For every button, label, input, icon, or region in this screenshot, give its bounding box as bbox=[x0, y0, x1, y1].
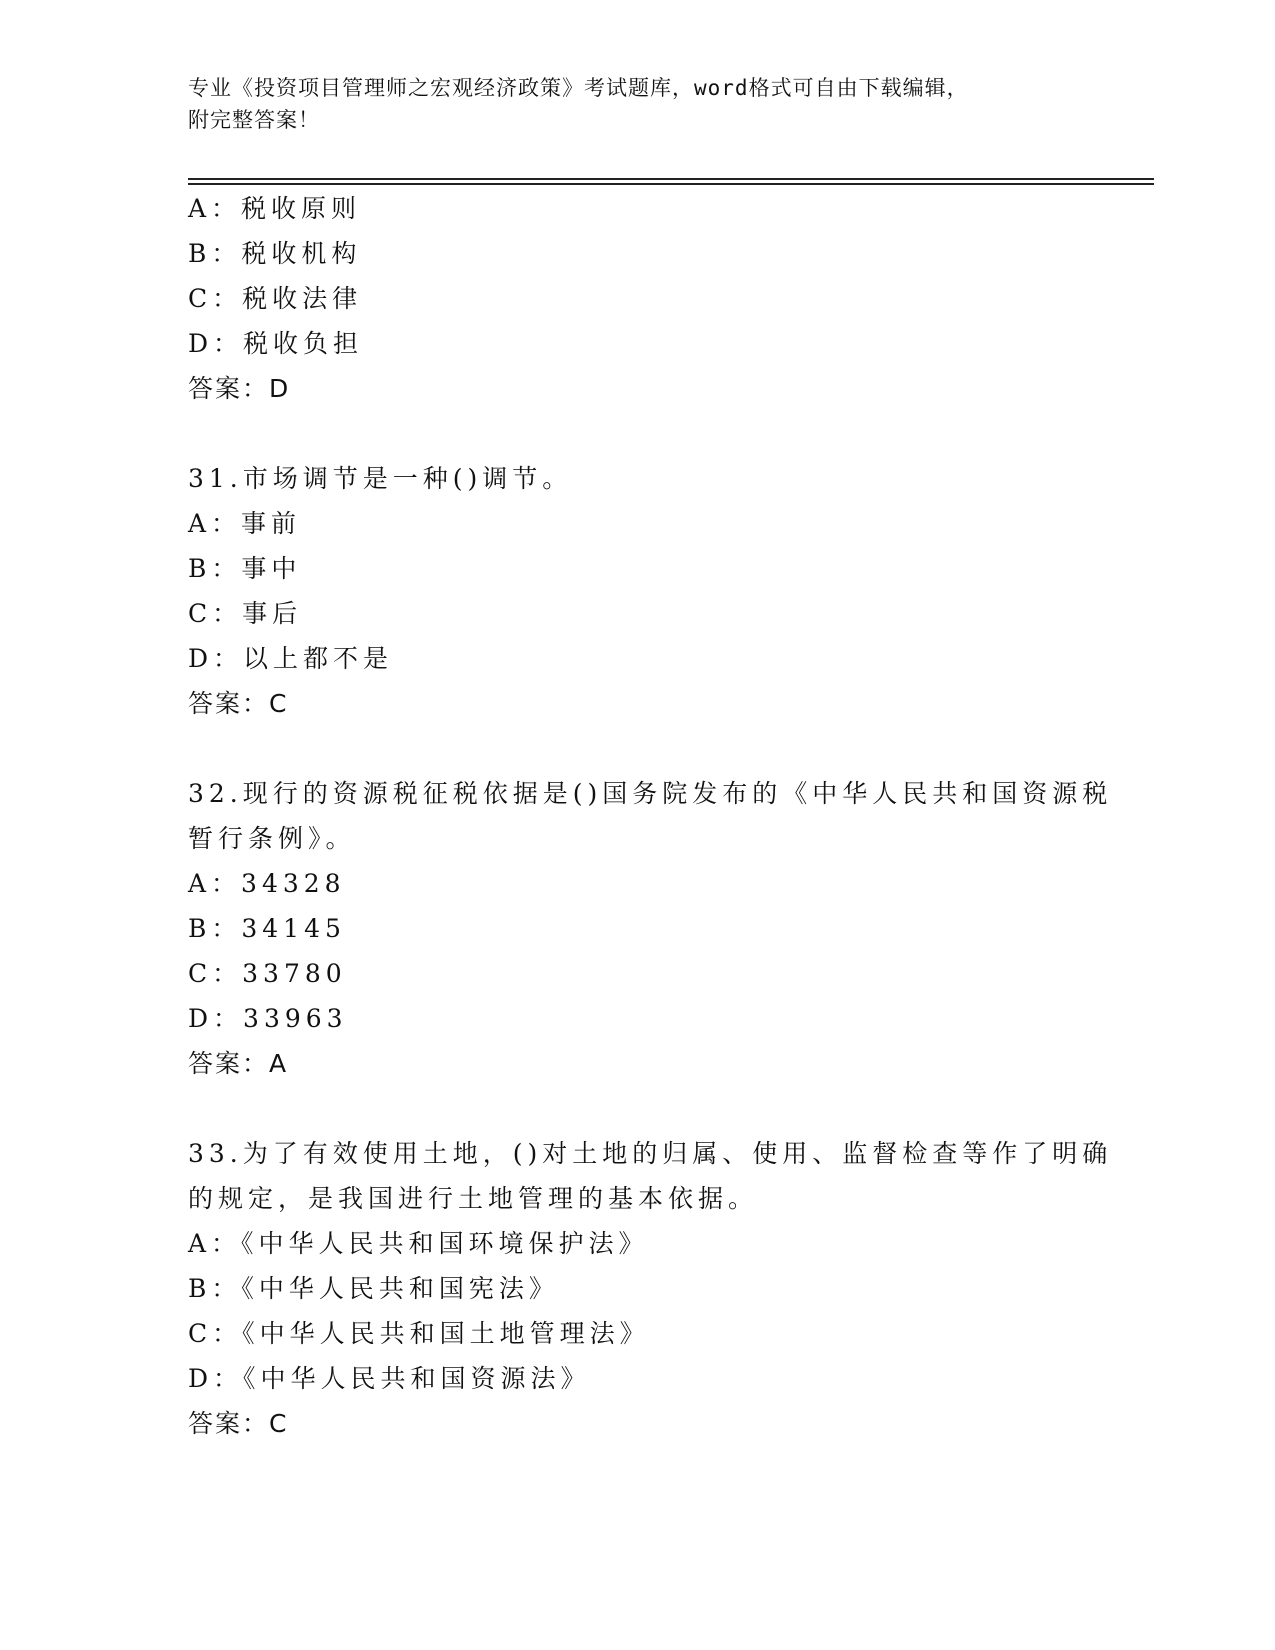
q32-text-line-2: 暂行条例》。 bbox=[188, 824, 356, 853]
q31-option-c: C：事后 bbox=[188, 599, 303, 628]
q32-option-b: B：34145 bbox=[188, 914, 346, 943]
q32-answer: 答案：A bbox=[188, 1049, 289, 1078]
prev-option-d: D：税收负担 bbox=[188, 329, 364, 358]
q33-option-a: A：《中华人民共和国环境保护法》 bbox=[188, 1229, 649, 1258]
q33-option-b: B：《中华人民共和国宪法》 bbox=[188, 1274, 559, 1303]
q31-option-d: D：以上都不是 bbox=[188, 644, 394, 673]
header-line-1: 专业《投资项目管理师之宏观经济政策》考试题库，word格式可自由下载编辑， bbox=[188, 76, 969, 100]
header-line-2: 附完整答案！ bbox=[188, 108, 320, 132]
q31-text: 31.市场调节是一种()调节。 bbox=[188, 464, 573, 493]
header-divider-top bbox=[188, 178, 1154, 180]
header-divider-bottom bbox=[188, 183, 1154, 185]
q31-option-a: A：事前 bbox=[188, 509, 302, 538]
q32-option-c: C：33780 bbox=[188, 959, 347, 988]
prev-option-a: A：税收原则 bbox=[188, 194, 362, 223]
prev-answer: 答案：D bbox=[188, 374, 291, 403]
document-header bbox=[188, 72, 1088, 136]
prev-option-c: C：税收法律 bbox=[188, 284, 363, 313]
prev-option-b: B：税收机构 bbox=[188, 239, 362, 268]
q32-text-line-1: 32.现行的资源税征税依据是()国务院发布的《中华人民共和国资源税 bbox=[188, 779, 1113, 808]
q32-option-d: D：33963 bbox=[188, 1004, 348, 1033]
q33-option-c: C：《中华人民共和国土地管理法》 bbox=[188, 1319, 650, 1348]
q32-option-a: A：34328 bbox=[188, 869, 346, 898]
q33-option-d: D：《中华人民共和国资源法》 bbox=[188, 1364, 591, 1393]
q33-text-line-1: 33.为了有效使用土地，()对土地的归属、使用、监督检查等作了明确 bbox=[188, 1139, 1113, 1168]
q33-text-line-2: 的规定，是我国进行土地管理的基本依据。 bbox=[188, 1184, 759, 1213]
q31-option-b: B：事中 bbox=[188, 554, 302, 583]
q33-answer: 答案：C bbox=[188, 1409, 289, 1438]
q31-answer: 答案：C bbox=[188, 689, 289, 718]
